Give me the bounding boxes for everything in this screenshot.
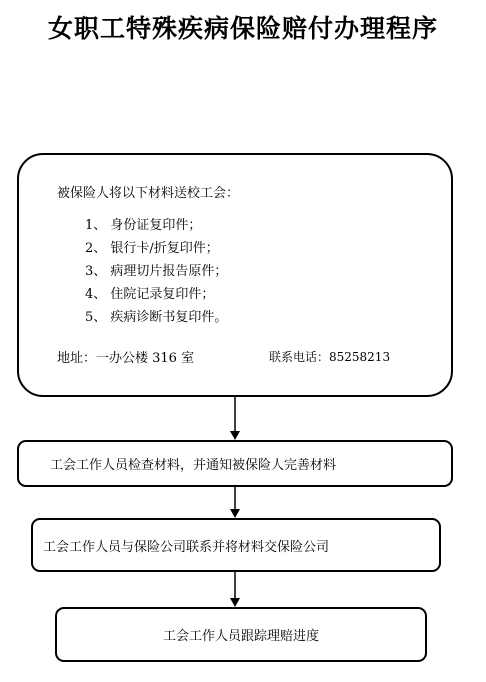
material-item: 5、 疾病诊断书复印件。: [85, 310, 228, 325]
arrow-1: [230, 397, 240, 440]
step-track-claim-label: 工会工作人员跟踪理赔进度: [162, 629, 319, 644]
material-item: 2、 银行卡/折复印件；: [85, 241, 219, 256]
material-item: 4、 住院记录复印件；: [85, 287, 215, 302]
step-contact-insurer-label: 工会工作人员与保险公司联系并将材料交保险公司: [43, 539, 330, 555]
arrow-2: [230, 487, 240, 518]
contact-phone: 联系电话：85258213: [269, 350, 391, 364]
material-item: 3、 病理切片报告原件；: [85, 264, 228, 279]
materials-intro: 被保险人将以下材料送校工会：: [57, 186, 240, 201]
office-address: 地址：一办公楼 316 室: [57, 351, 195, 366]
material-item: 1、 身份证复印件；: [85, 218, 202, 233]
step-check-materials-label: 工会工作人员检查材料，并通知被保险人完善材料: [50, 458, 337, 473]
page-title: 女职工特殊疾病保险赔付办理程序: [47, 14, 438, 43]
arrow-3: [230, 572, 240, 607]
